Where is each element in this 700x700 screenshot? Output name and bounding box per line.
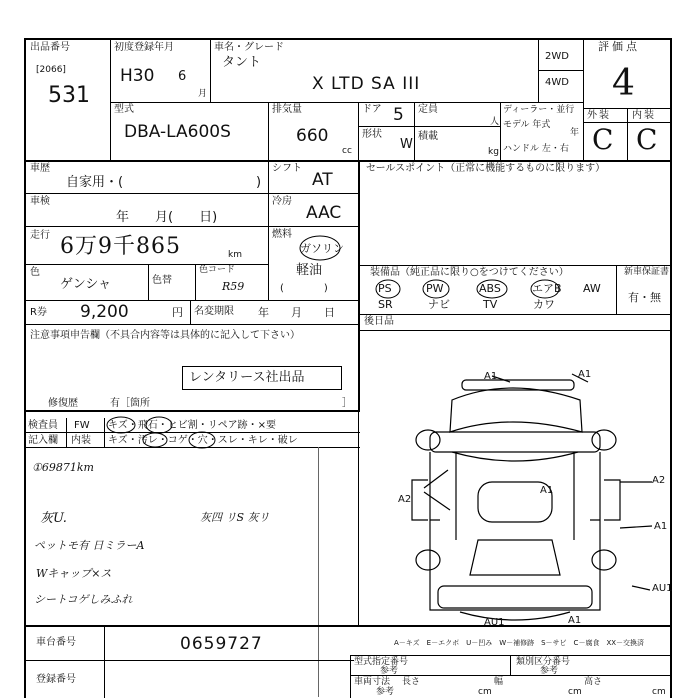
kg-unit: kg	[488, 147, 499, 157]
history-close: )	[256, 175, 262, 190]
damage-mark: A2	[652, 475, 666, 486]
equipment-label: 装備品（純正品に限り○をつけてください）	[370, 267, 569, 278]
damage-mark: AU1	[484, 617, 505, 628]
color-code-value: R59	[222, 280, 245, 293]
damage-mark: A1	[578, 369, 592, 380]
shift-label: シフト	[272, 163, 302, 174]
model-year-label: モデル 年式	[503, 120, 551, 130]
exterior-label: 外装	[587, 110, 611, 121]
abs-circle	[477, 280, 507, 298]
doors-label: ドア	[362, 104, 382, 115]
yen-unit: 円	[172, 306, 183, 319]
fuel-paren: ( )	[280, 283, 328, 294]
inspector-row1-code: FW	[74, 420, 90, 431]
warranty-label: 新車保証書	[624, 267, 670, 277]
class-no-label: 類別区分番号	[516, 657, 571, 667]
type-no-label: 型式指定番号	[354, 657, 409, 667]
fuel-diesel: 軽油	[296, 263, 323, 278]
damage-mark: AU1	[652, 583, 673, 594]
color-code-label: 色コード	[199, 265, 236, 275]
fuel-petrol: ガソリン	[300, 242, 344, 255]
color-value: ゲンシャ	[60, 277, 112, 292]
equipment-airbag: エアB	[532, 282, 562, 295]
equipment-abs: ABS	[479, 282, 501, 295]
registration-month: 6	[178, 69, 187, 84]
damage-mark: A2	[398, 494, 412, 505]
pw-circle	[423, 280, 449, 298]
first-registration-label: 初度登録年月	[114, 42, 174, 53]
equipment-tv: TV	[483, 298, 498, 311]
fuel-label: 燃料	[272, 229, 292, 240]
type-no-ref: 参考	[380, 666, 399, 676]
car-name: タント	[222, 55, 262, 70]
repair-close: ］	[342, 398, 352, 409]
shape-value: W	[400, 137, 413, 152]
shape-label: 形状	[362, 129, 382, 140]
registration-year: H30	[120, 66, 155, 86]
exterior-grade: C	[592, 123, 614, 156]
kizu-circle	[107, 417, 135, 433]
recycle-label: R券	[30, 307, 47, 318]
month-unit: 月	[198, 89, 208, 99]
drive-2wd: 2WD	[545, 51, 569, 62]
name-change-date: 年 月 日	[258, 306, 335, 319]
damage-mark: A1	[540, 485, 554, 496]
lot-number: 531	[48, 83, 90, 108]
ac-label: 冷房	[272, 196, 292, 207]
equipment-sr: SR	[378, 298, 393, 311]
width-unit: cm	[568, 687, 582, 697]
dims-label: 車両寸法	[354, 677, 391, 687]
warranty-value: 有・無	[628, 291, 661, 304]
name-change-label: 名変期限	[194, 306, 234, 317]
height-label: 高さ	[584, 677, 603, 687]
ps-circle	[376, 280, 400, 298]
dims-ref: 参考	[376, 687, 395, 697]
yogore-circle	[143, 433, 167, 447]
tobiishi-circle	[146, 417, 172, 433]
km-unit: km	[228, 250, 242, 260]
damage-mark: A1	[568, 615, 582, 626]
capacity-label: 定員	[418, 104, 438, 115]
height-unit: cm	[652, 687, 666, 697]
lot-sub-number: [2066]	[36, 65, 66, 75]
equipment-ps: PS	[378, 282, 392, 295]
rating-label: 評価点	[598, 40, 640, 53]
model-label: 型式	[114, 104, 134, 115]
year-unit: 年	[570, 128, 580, 138]
registration-number-label: 登録番号	[36, 674, 76, 685]
class-no-ref: 参考	[540, 666, 559, 676]
inspector-row1-items: キズ・飛石・ヒビ割・リペア跡・×要	[108, 420, 276, 431]
inspector-comment-6: 灰四 リS 灰リ	[200, 511, 270, 524]
damage-mark: A1	[654, 521, 668, 532]
equipment-navi: ナビ	[428, 298, 450, 311]
equipment-aw: AW	[583, 282, 601, 295]
koge-circle	[189, 432, 215, 448]
inspection-label: 車検	[30, 196, 50, 207]
inspector-row2-code: 内装	[71, 435, 91, 446]
inspector-row2-label: 記入欄	[28, 435, 58, 446]
fuel-circle	[300, 236, 340, 260]
inspection-value: 年 月( 日)	[116, 210, 218, 225]
handle-label: ハンドル 左・右	[503, 144, 569, 154]
mileage-label: 走行	[30, 230, 50, 241]
chassis-label: 車台番号	[36, 637, 76, 648]
car-name-label: 車名・グレード	[214, 42, 284, 53]
car-grade: X LTD SA III	[312, 74, 421, 94]
length-label: 長さ	[402, 677, 421, 687]
later-delivery-label: 後日品	[364, 316, 394, 327]
inspector-comment-2: 灰U.	[40, 511, 67, 526]
width-label: 幅	[494, 677, 504, 687]
notes-label: 注意事項申告欄（不具合内容等は具体的に記入して下さい）	[30, 330, 300, 341]
displacement-label: 排気量	[272, 104, 302, 115]
color-change-label: 色替	[152, 275, 172, 286]
load-label: 積載	[418, 131, 438, 142]
dealer-label: ディーラー・並行	[503, 105, 575, 115]
lot-number-label: 出品番号	[30, 42, 70, 53]
equipment-leather: カワ	[533, 298, 555, 311]
inspector-comment-3: ペットモ有 日ミラーA	[34, 539, 145, 552]
airbag-circle	[531, 280, 559, 298]
length-unit: cm	[478, 687, 492, 697]
shift-value: AT	[312, 170, 333, 190]
history-label: 車歴	[30, 163, 50, 174]
ac-value: AAC	[306, 203, 342, 223]
mileage-value: 6万9千865	[60, 234, 181, 259]
inspector-comment-5: シートコゲしみふれ	[34, 593, 133, 606]
drive-4wd: 4WD	[545, 77, 569, 88]
equipment-pw: PW	[426, 282, 444, 295]
persons-unit: 人	[490, 117, 500, 127]
color-label: 色	[30, 267, 40, 278]
damage-mark: A1	[484, 371, 498, 382]
inspector-row2-items: キズ・汚レ・コゲ・穴・スレ・キレ・破レ	[108, 435, 298, 446]
repair-label: 修復歴	[48, 398, 78, 409]
inspector-row1-label: 検査員	[28, 420, 58, 431]
recycle-amount: 9,200	[80, 302, 129, 322]
displacement-value: 660	[296, 126, 329, 146]
history-value: 自家用・(	[66, 175, 124, 190]
rating-score: 4	[612, 63, 635, 104]
inspector-comment-4: Wキャップ×ス	[36, 567, 112, 580]
car-diagram	[412, 371, 652, 620]
chassis-number: 0659727	[180, 634, 263, 654]
inspector-comment-1: ①69871km	[32, 461, 94, 474]
repair-value: 有［箇所	[110, 398, 150, 409]
damage-legend: A－キズ E－エクボ U－凹み W－補修跡 S－サビ C－腐食 XX－交換済	[394, 639, 645, 647]
cc-unit: cc	[342, 146, 352, 156]
interior-grade: C	[636, 123, 658, 156]
model-code: DBA-LA600S	[124, 122, 231, 142]
interior-label: 内装	[632, 110, 656, 121]
doors-value: 5	[393, 105, 404, 125]
sales-point-label: セールスポイント（正常に機能するものに限ります）	[366, 163, 606, 174]
rental-stamp-text: レンタリース社出品	[189, 370, 305, 385]
